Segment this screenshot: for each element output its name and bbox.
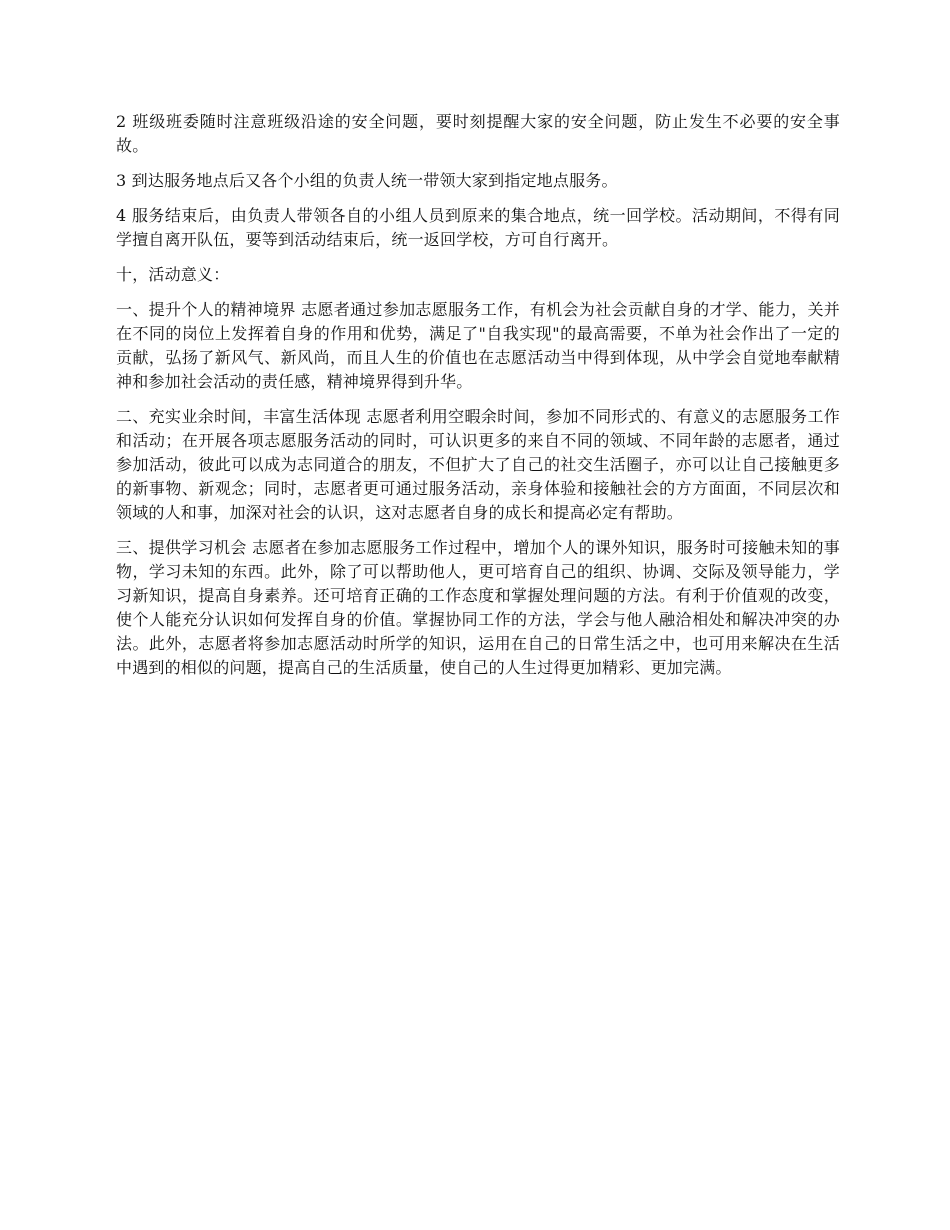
section-heading-activity-significance: 十，活动意义： bbox=[116, 265, 230, 284]
paragraph-significance-1: 一、提升个人的精神境界 志愿者通过参加志愿服务工作，有机会为社会贡献自身的才学、能力，关并在不同的岗位上发挥着自身的作用和优势，满足了"自我实现"的最高需要，不单为社会作出了一定的贡献，弘扬了新风气、新风尚，而且人生的价值也在志愿活动当中得到体现，从中学会自觉地奉献精神和参加社会活动的责任感，精神境界得到升华。 bbox=[116, 300, 840, 391]
paragraph-significance-2: 二、充实业余时间，丰富生活体现 志愿者利用空暇余时间，参加不同形式的、有意义的志愿服务工作和活动；在开展各项志愿服务活动的同时，可认识更多的来自不同的领域、不同年龄的志愿者，通过参加活动，彼此可以成为志同道合的朋友，不但扩大了自己的社交生活圈子，亦可以让自己接触更多的新事物、新观念；同时，志愿者更可通过服务活动，亲身体验和接触社会的方方面面，不同层次和领域的人和事，加深对社会的认识，这对志愿者自身的成长和提高必定有帮助。 bbox=[116, 407, 840, 522]
paragraph-step-2: 2 班级班委随时注意班级沿途的安全问题，要时刻提醒大家的安全问题，防止发生不必要的安全事故。 bbox=[116, 112, 840, 155]
paragraph-step-3: 3 到达服务地点后又各个小组的负责人统一带领大家到指定地点服务。 bbox=[116, 171, 618, 190]
document-body bbox=[116, 110, 840, 691]
paragraph-step-4: 4 服务结束后，由负责人带领各自的小组人员到原来的集合地点，统一回学校。活动期间，不得有同学擅自离开队伍，要等到活动结束后，统一返回学校，方可自行离开。 bbox=[116, 206, 840, 249]
paragraph-significance-3: 三、提供学习机会 志愿者在参加志愿服务工作过程中，增加个人的课外知识，服务时可接触未知的事物，学习未知的东西。此外，除了可以帮助他人，更可培育自己的组织、协调、交际及领导能力，学习新知识，提高自身素养。还可培育正确的工作态度和掌握处理问题的方法。有利于价值观的改变，使个人能充分认识如何发挥自身的价值。掌握协同工作的方法，学会与他人融洽相处和解决冲突的办法。此外，志愿者将参加志愿活动时所学的知识，运用在自己的日常生活之中，也可用来解决在生活中遇到的相似的问题，提高自己的生活质量，使自己的人生过得更加精彩、更加完满。 bbox=[116, 538, 840, 677]
